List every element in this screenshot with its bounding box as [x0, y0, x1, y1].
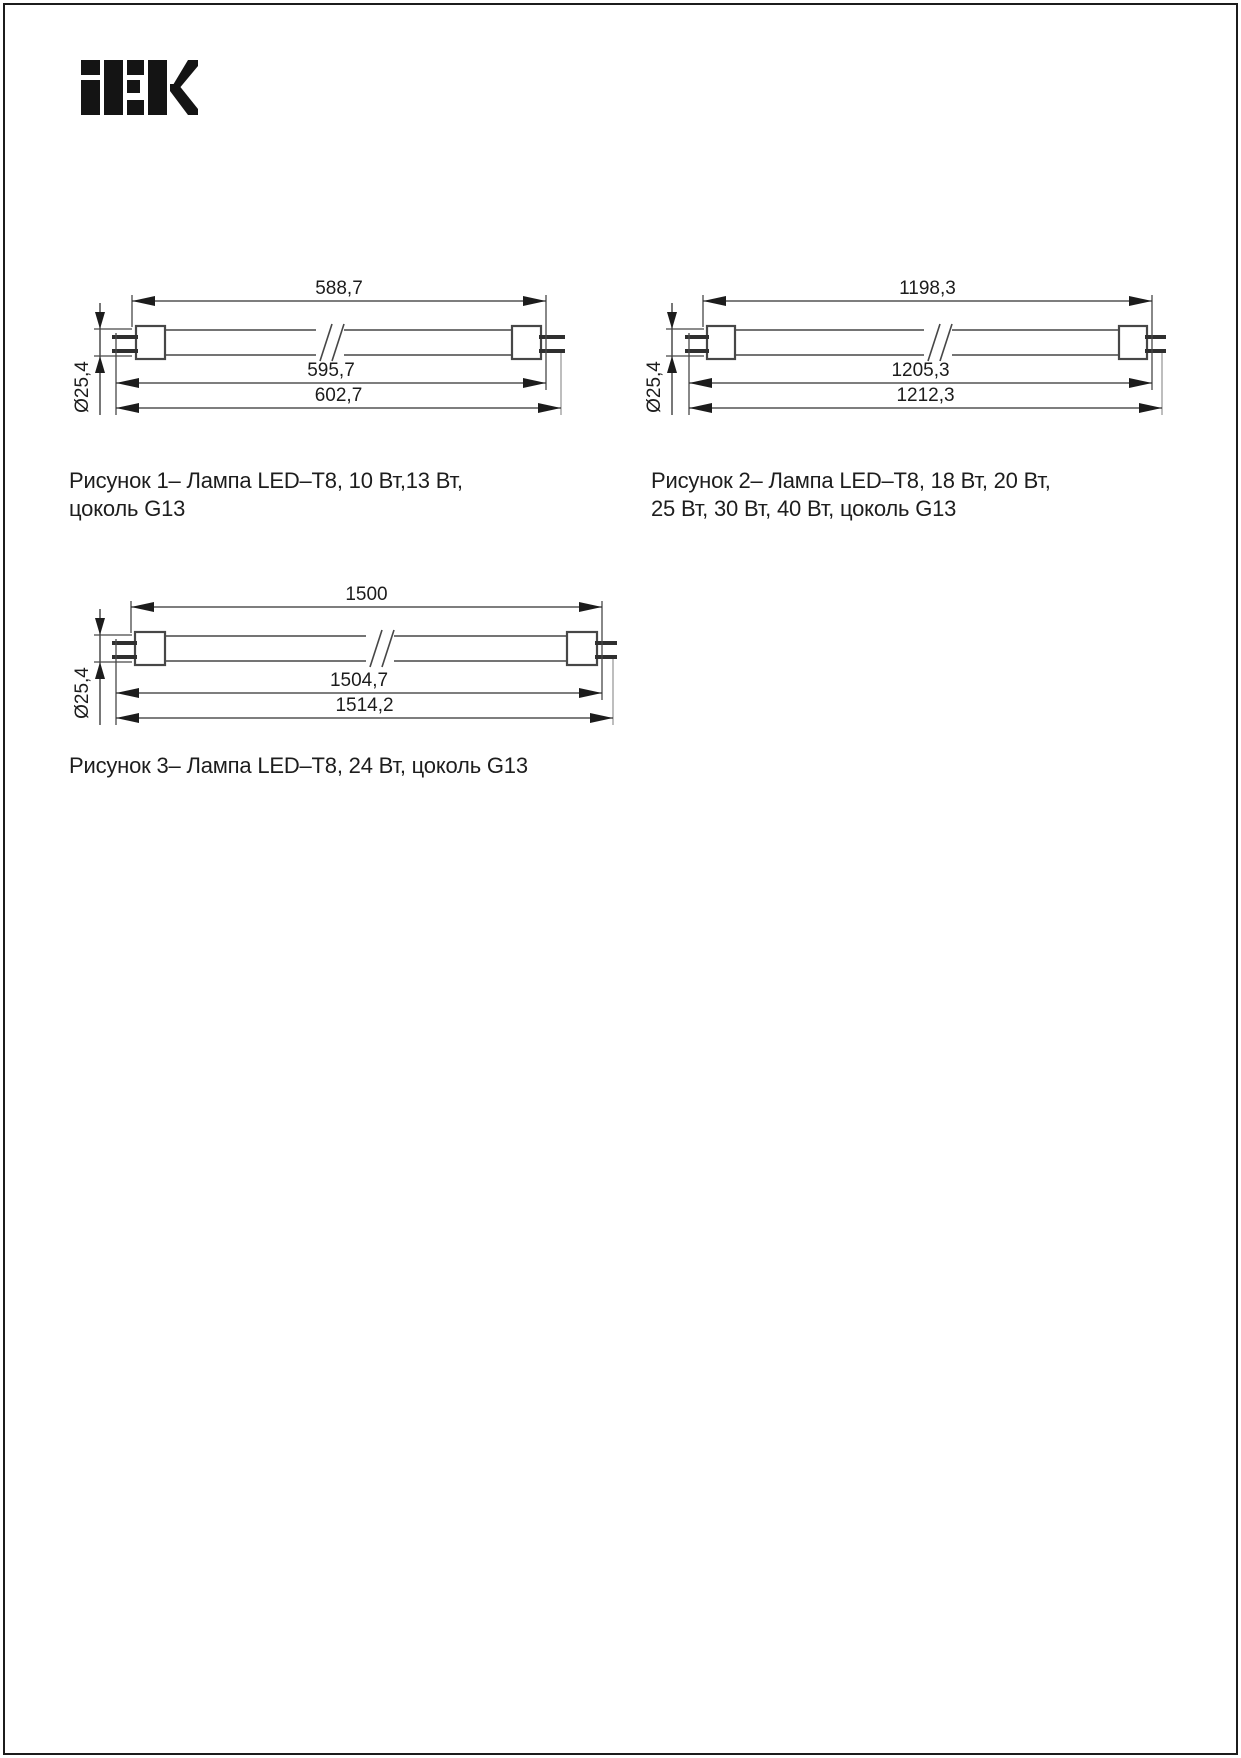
arrowhead — [689, 378, 712, 388]
dimension-label-bottom: 602,7 — [314, 385, 363, 406]
dimension-label-middle: 595,7 — [307, 360, 355, 381]
break-mark — [928, 324, 940, 361]
arrowhead — [116, 688, 139, 698]
arrowhead — [116, 713, 139, 723]
left-cap — [136, 326, 165, 359]
arrowhead — [95, 312, 105, 329]
dimension-label-top: 588,7 — [315, 278, 363, 299]
arrowhead — [1139, 403, 1162, 413]
break-mark — [370, 630, 382, 667]
arrowhead — [523, 378, 546, 388]
dimension-label-diameter: Ø25,4 — [72, 667, 93, 719]
dimension-label-top: 1500 — [345, 584, 388, 605]
arrowhead — [1129, 378, 1152, 388]
figure-2-caption-line-2: 25 Вт, 30 Вт, 40 Вт, цоколь G13 — [651, 496, 957, 521]
figure-1-caption-line-2: цоколь G13 — [69, 496, 186, 521]
arrowhead — [579, 688, 602, 698]
dimension-label-middle: 1205,3 — [891, 360, 950, 381]
figure-3-caption — [69, 752, 528, 780]
dimension-label-top: 1198,3 — [899, 278, 956, 299]
figure-2-drawing — [644, 278, 1166, 415]
arrowhead — [579, 602, 602, 612]
figure-2-caption-line-1: Рисунок 2– Лампа LED–T8, 18 Вт, 20 Вт, — [651, 468, 1051, 493]
arrowhead — [523, 296, 546, 306]
arrowhead — [667, 356, 677, 373]
figure-2-caption — [651, 467, 1051, 523]
break-mark — [332, 324, 344, 361]
arrowhead — [1129, 296, 1152, 306]
dimension-label-middle: 1504,7 — [329, 670, 389, 691]
dimension-label-diameter: Ø25,4 — [644, 361, 665, 413]
arrowhead — [95, 356, 105, 373]
dimension-label-bottom: 1212,3 — [896, 385, 955, 406]
figure-1-caption-line-1: Рисунок 1– Лампа LED–T8, 10 Вт,13 Вт, — [69, 468, 463, 493]
arrowhead — [95, 662, 105, 679]
break-mark — [940, 324, 952, 361]
right-cap — [512, 326, 541, 359]
break-mark — [320, 324, 332, 361]
arrowhead — [689, 403, 712, 413]
figure-3-drawing — [72, 584, 617, 725]
figure-3-caption-line-1: Рисунок 3– Лампа LED–T8, 24 Вт, цоколь G13 — [69, 753, 528, 778]
arrowhead — [95, 618, 105, 635]
left-cap — [135, 632, 165, 665]
dimension-label-diameter: Ø25,4 — [72, 361, 93, 413]
arrowhead — [132, 296, 155, 306]
arrowhead — [131, 602, 154, 612]
dimension-label-bottom: 1514,2 — [335, 695, 394, 716]
arrowhead — [538, 403, 561, 413]
right-cap — [567, 632, 597, 665]
figure-1-drawing — [72, 278, 565, 415]
break-mark — [382, 630, 394, 667]
figure-1-caption — [69, 467, 463, 523]
arrowhead — [703, 296, 726, 306]
arrowhead — [667, 312, 677, 329]
arrowhead — [116, 378, 139, 388]
arrowhead — [590, 713, 613, 723]
left-cap — [707, 326, 735, 359]
right-cap — [1119, 326, 1147, 359]
arrowhead — [116, 403, 139, 413]
